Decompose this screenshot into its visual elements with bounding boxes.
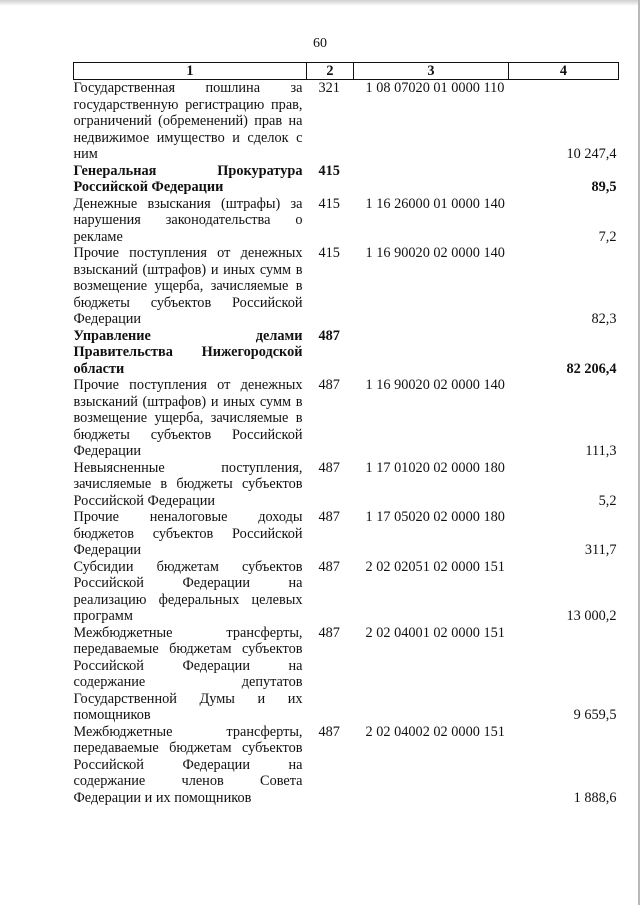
row-name: Межбюджетные трансферты, передаваемые бюджетам субъектов Российской Федерации на содержание членов Совета Федерации и их помощников	[73, 723, 303, 806]
table-row	[74, 377, 619, 460]
row-classification-code: 2 02 04001 02 0000 151	[365, 624, 505, 641]
row-name: Прочие поступления от денежных взысканий (штрафов) и иных сумм в возмещение ущерба, зачисляемые в бюджеты субъектов Российской Федерации	[73, 377, 303, 459]
table-row	[74, 80, 619, 163]
row-classification-code	[354, 163, 509, 196]
row-name: Прочие неналоговые доходы бюджетов субъектов Российской Федерации	[73, 509, 303, 558]
row-admin-code: 487	[318, 377, 340, 393]
table-row	[74, 724, 619, 807]
row-admin-code: 487	[318, 624, 340, 641]
row-admin-code: 415	[318, 245, 340, 261]
column-header-4: 4	[509, 63, 619, 80]
column-header-2: 2	[307, 63, 354, 80]
row-amount: 82,3	[591, 311, 617, 327]
table-row-section	[74, 328, 619, 378]
row-name: Субсидии бюджетам субъектов Российской Федерации на реализацию федеральных целевых программ	[73, 558, 303, 624]
row-name: Межбюджетные трансферты, передаваемые бюджетам субъектов Российской Федерации на содержание депутатов Государственной Думы и их помощников	[73, 624, 303, 723]
table-row	[74, 509, 619, 559]
row-amount: 1 888,6	[573, 789, 617, 806]
row-amount: 13 000,2	[566, 608, 617, 624]
row-admin-code: 487	[318, 459, 340, 476]
row-classification-code: 2 02 04002 02 0000 151	[365, 723, 505, 740]
row-amount: 311,7	[584, 542, 617, 558]
table-header	[74, 63, 619, 80]
row-amount: 7,2	[598, 228, 617, 245]
row-classification-code	[354, 328, 509, 378]
row-admin-code: 321	[318, 80, 340, 96]
table-row	[74, 625, 619, 724]
row-amount: 9 659,5	[573, 707, 617, 723]
row-name: Управление делами Правительства Нижегородской области	[73, 327, 303, 377]
row-admin-code: 487	[318, 327, 340, 344]
table-row	[74, 559, 619, 625]
row-amount: 82 206,4	[566, 360, 617, 377]
row-classification-code: 1 17 05020 02 0000 180	[365, 509, 505, 525]
row-amount: 10 247,4	[566, 146, 617, 162]
row-admin-code: 415	[318, 195, 340, 212]
row-classification-code: 2 02 02051 02 0000 151	[365, 558, 505, 575]
header-row	[74, 63, 619, 80]
row-amount: 111,3	[585, 443, 617, 459]
revenue-table	[73, 62, 619, 806]
table-row	[74, 245, 619, 328]
row-classification-code: 1 17 01020 02 0000 180	[365, 459, 505, 476]
row-classification-code: 1 08 07020 01 0000 110	[365, 80, 505, 96]
row-classification-code: 1 16 26000 01 0000 140	[365, 195, 505, 212]
row-admin-code: 487	[318, 509, 340, 525]
row-name: Государственная пошлина за государственную регистрацию прав, ограничений (обременений) прав на недвижимое имущество и сделок с ним	[73, 80, 303, 162]
row-amount: 89,5	[591, 179, 617, 195]
row-classification-code: 1 16 90020 02 0000 140	[365, 245, 505, 261]
row-admin-code: 487	[318, 723, 340, 740]
table-row-section	[74, 163, 619, 196]
row-admin-code: 487	[318, 558, 340, 575]
table-row	[74, 460, 619, 510]
row-admin-code: 415	[318, 162, 340, 179]
row-name: Невыясненные поступления, зачисляемые в бюджеты субъектов Российской Федерации	[73, 459, 303, 509]
scan-edge-top	[0, 0, 640, 6]
row-name: Прочие поступления от денежных взысканий (штрафов) и иных сумм в возмещение ущерба, зачисляемые в бюджеты субъектов Российской Федерации	[73, 245, 303, 327]
column-header-3: 3	[354, 63, 509, 80]
table-row	[74, 196, 619, 246]
row-name: Генеральная Прокуратура Российской Федерации	[73, 162, 303, 195]
row-classification-code: 1 16 90020 02 0000 140	[365, 377, 505, 393]
page-number: 60	[313, 36, 327, 51]
column-header-1: 1	[74, 63, 307, 80]
row-name: Денежные взыскания (штрафы) за нарушения законодательства о рекламе	[73, 195, 303, 245]
row-amount: 5,2	[598, 492, 617, 509]
table-body	[74, 80, 619, 807]
